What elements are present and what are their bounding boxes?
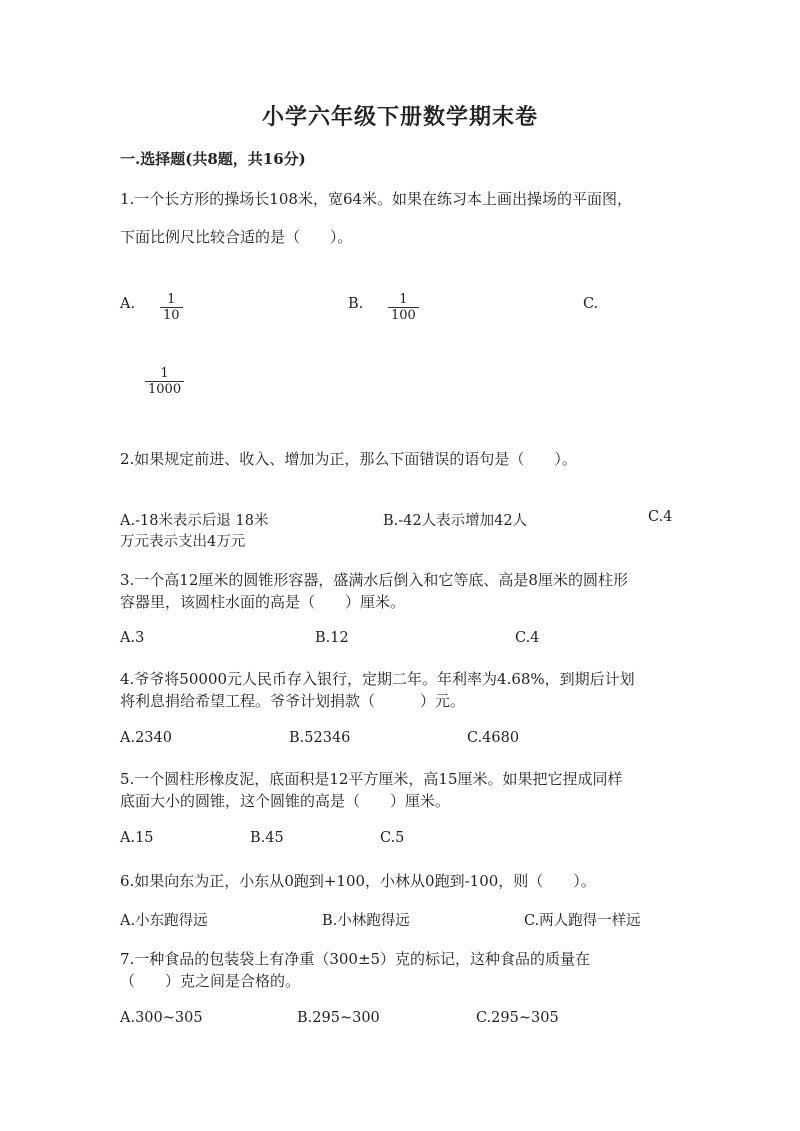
question-5-line-1: 5.一个圆柱形橡皮泥，底面积是12平方厘米，高15厘米。如果把它捏成同样 — [120, 770, 623, 788]
question-4-line-2: 将利息捐给希望工程。爷爷计划捐款（ ）元。 — [120, 692, 466, 710]
q7-option-c: C.295~305 — [476, 1010, 559, 1026]
q7-option-a: A.300~305 — [120, 1010, 203, 1026]
q1-c-numerator: 1 — [160, 366, 169, 381]
question-7-line-1: 7.一种食品的包装袋上有净重（300±5）克的标记，这种食品的质量在 — [120, 950, 591, 968]
q1-option-b-fraction — [388, 288, 419, 323]
q1-a-numerator: 1 — [167, 292, 176, 307]
question-3-line-2: 容器里，该圆柱水面的高是（ ）厘米。 — [120, 593, 406, 611]
q1-option-a-label: A. — [120, 296, 136, 312]
q2-option-b: B.-42人表示增加42人 — [383, 513, 528, 529]
q1-b-numerator: 1 — [399, 292, 408, 307]
q1-c-denominator: 1000 — [148, 382, 182, 397]
question-1-line-1: 1.一个长方形的操场长108米，宽64米。如果在练习本上画出操场的平面图， — [120, 190, 633, 208]
question-2-line-1: 2.如果规定前进、收入、增加为正，那么下面错误的语句是（ ）。 — [120, 450, 577, 468]
q2-option-c-continued: 万元表示支出4万元 — [120, 534, 246, 550]
q3-option-a: A.3 — [120, 630, 145, 646]
section-heading: 一.选择题(共8题，共16分) — [120, 150, 306, 168]
q5-option-a: A.15 — [120, 830, 154, 846]
q3-option-b: B.12 — [315, 630, 349, 646]
q6-option-a: A.小东跑得远 — [120, 913, 208, 929]
question-3-line-1: 3.一个高12厘米的圆锥形容器，盛满水后倒入和它等底、高是8厘米的圆柱形 — [120, 571, 628, 589]
q1-a-denominator: 10 — [163, 308, 180, 323]
q4-option-c: C.4680 — [467, 730, 520, 746]
question-4-line-1: 4.爷爷将50000元人民币存入银行，定期二年。年利率为4.68%，到期后计划 — [120, 670, 635, 688]
q5-option-b: B.45 — [250, 830, 284, 846]
question-1-line-2: 下面比例尺比较合适的是（ ）。 — [120, 228, 353, 246]
q1-option-b-label: B. — [348, 296, 364, 312]
question-5-line-2: 底面大小的圆锥，这个圆锥的高是（ ）厘米。 — [120, 792, 451, 810]
q2-option-a: A.-18米表示后退 18米 — [120, 513, 269, 529]
q7-option-b: B.295~300 — [297, 1010, 380, 1026]
q2-option-c: C.4 — [648, 509, 673, 525]
question-7-line-2: （ ）克之间是合格的。 — [120, 972, 301, 990]
q6-option-c: C.两人跑得一样远 — [524, 913, 641, 929]
q3-option-c: C.4 — [515, 630, 540, 646]
q6-option-b: B.小林跑得远 — [322, 913, 410, 929]
q4-option-a: A.2340 — [120, 730, 172, 746]
q1-b-denominator: 100 — [391, 308, 416, 323]
q5-option-c: C.5 — [380, 830, 405, 846]
q1-option-c-label: C. — [583, 296, 599, 312]
q1-option-a-fraction — [160, 288, 183, 323]
page-title: 小学六年级下册数学期末卷 — [261, 104, 538, 130]
question-6-line-1: 6.如果向东为正，小东从0跑到+100，小林从0跑到-100，则（ ）。 — [120, 872, 596, 890]
q4-option-b: B.52346 — [289, 730, 351, 746]
q1-option-c-fraction — [145, 362, 184, 397]
